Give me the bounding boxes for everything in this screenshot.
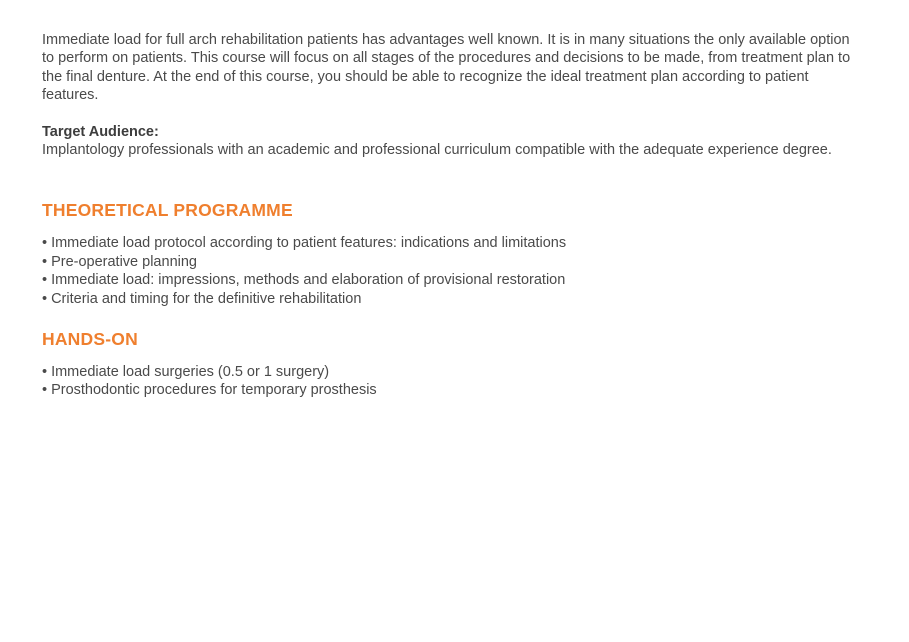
intro-paragraph: Immediate load for full arch rehabilitation patients has advantages well known. It is in many situations the only available option to perform on patients. This course will focus on all stages of the procedures and decisions to be made, from treatment plan to the final denture. At the end of this course, you should be able to recognize the ideal treatment plan according to patient features.	[42, 32, 851, 104]
list-item	[42, 290, 862, 308]
theoretical-programme-heading: THEORETICAL PROGRAMME	[42, 200, 293, 221]
list-item	[42, 381, 862, 399]
bullet-icon: •	[42, 272, 48, 289]
bullet-icon: •	[42, 364, 48, 381]
list-item	[42, 271, 862, 289]
list-item-text: Prosthodontic procedures for temporary prosthesis	[51, 382, 377, 399]
theoretical-programme-list	[42, 234, 862, 308]
list-item-text: Immediate load protocol according to patient features: indications and limitations	[51, 235, 567, 252]
bullet-icon: •	[42, 253, 48, 270]
target-audience-label: Target Audience:	[42, 123, 159, 140]
list-item	[42, 253, 862, 271]
list-item-text: Immediate load: impressions, methods and elaboration of provisional restoration	[51, 272, 566, 289]
target-audience-block	[42, 123, 862, 160]
bullet-icon: •	[42, 235, 48, 252]
bullet-icon: •	[42, 290, 48, 307]
hands-on-list	[42, 363, 862, 400]
course-description	[42, 31, 862, 400]
list-item	[42, 234, 862, 252]
list-item-text: Immediate load surgeries (0.5 or 1 surgery)	[51, 364, 330, 381]
list-item	[42, 363, 862, 381]
list-item-text: Criteria and timing for the definitive rehabilitation	[51, 290, 362, 307]
target-audience-text: Implantology professionals with an academic and professional curriculum compatible with the adequate experience degree.	[42, 142, 832, 159]
bullet-icon: •	[42, 382, 48, 399]
list-item-text: Pre-operative planning	[51, 253, 197, 270]
hands-on-heading: HANDS-ON	[42, 329, 138, 350]
